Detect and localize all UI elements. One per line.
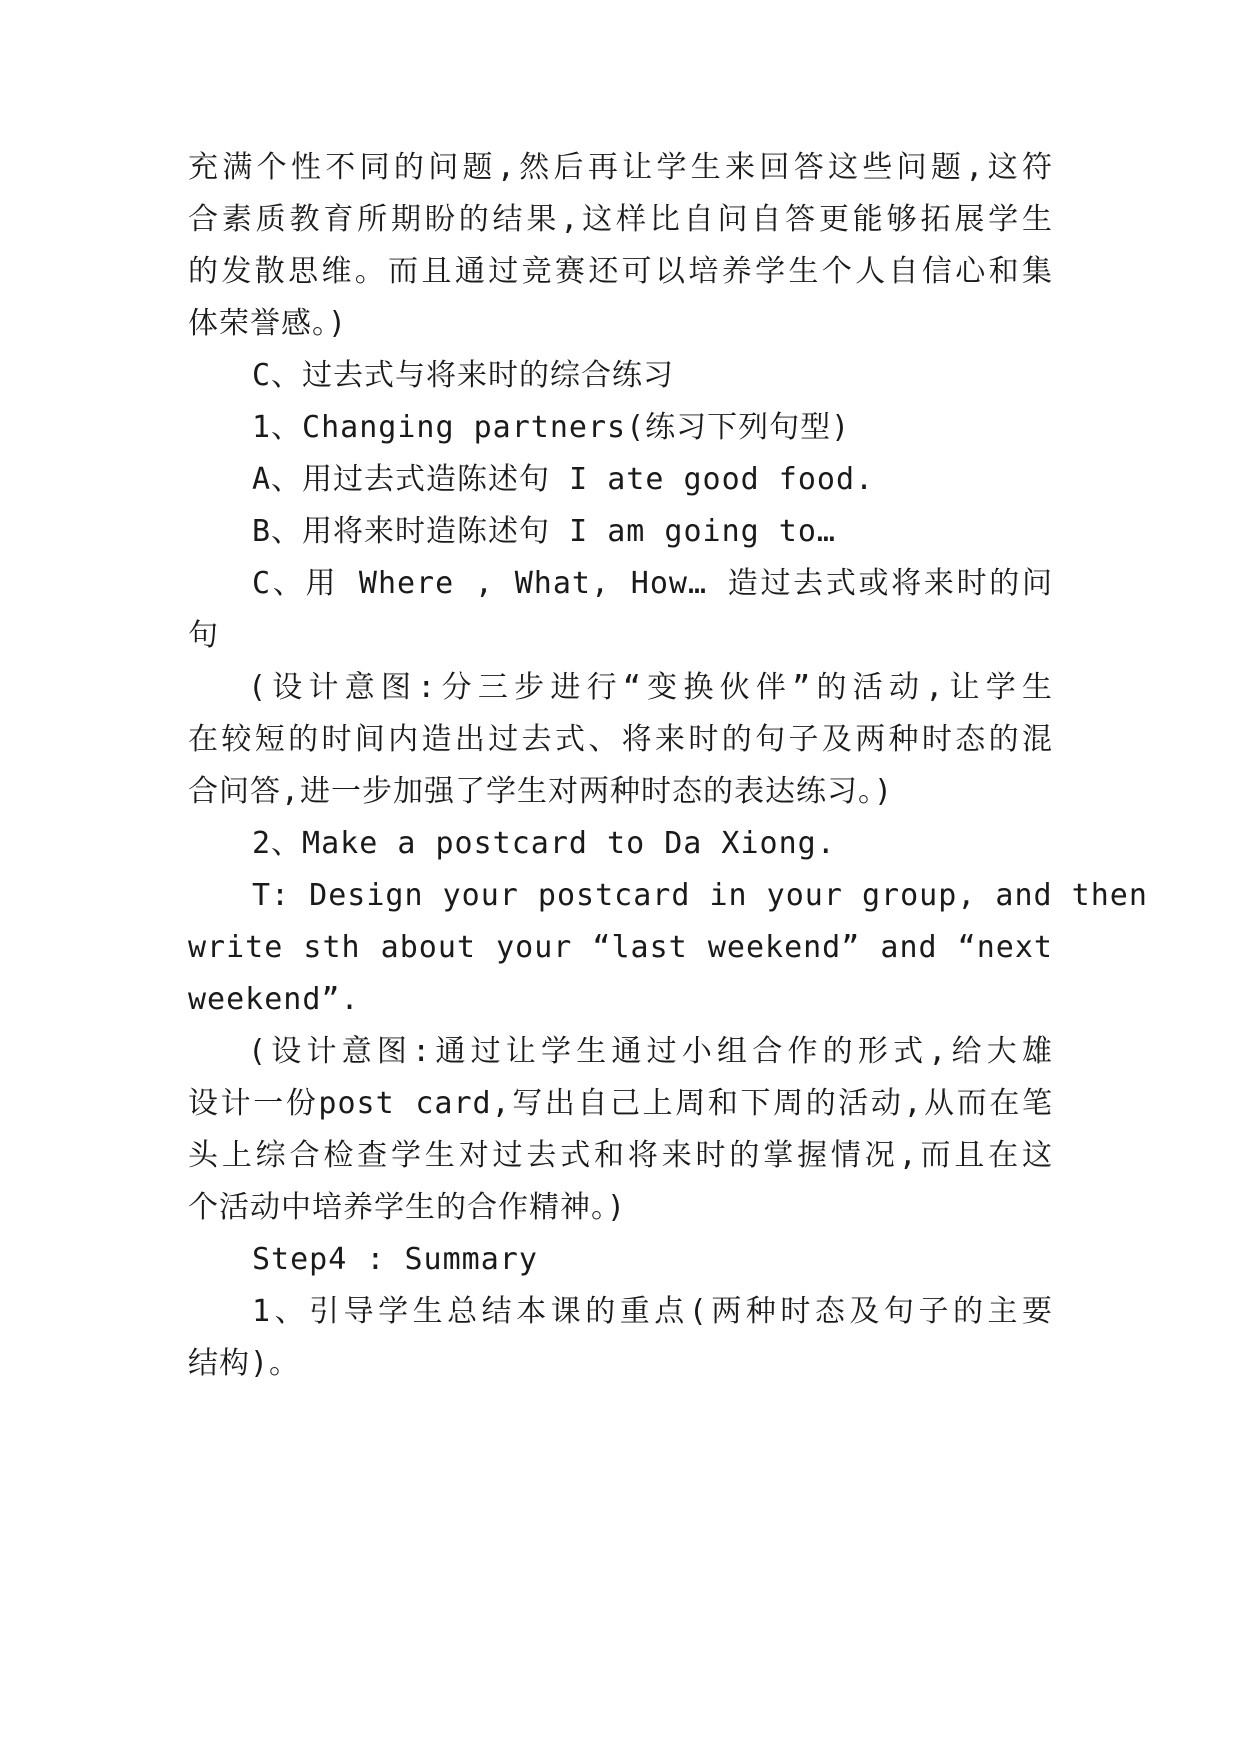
text-line: 合素质教育所期盼的结果,这样比自问自答更能够拓展学生 <box>188 202 1053 237</box>
activity-heading: 2、Make a postcard to Da Xiong. <box>252 826 836 861</box>
text-line: weekend”. <box>188 982 360 1017</box>
text-line: 充满个性不同的问题,然后再让学生来回答这些问题,这符 <box>188 150 1053 185</box>
design-note: 设计一份post card,写出自己上周和下周的活动,从而在笔 <box>188 1086 1053 1121</box>
section-heading: C、过去式与将来时的综合练习 <box>252 358 675 393</box>
design-note: 个活动中培养学生的合作精神。) <box>188 1190 627 1225</box>
text-line: 句 <box>188 618 219 653</box>
design-note: 头上综合检查学生对过去式和将来时的掌握情况,而且在这 <box>188 1138 1053 1173</box>
step-heading: Step4 : Summary <box>252 1242 538 1277</box>
text-line: A、用过去式造陈述句 I ate good food. <box>252 462 875 497</box>
text-line: 结构)。 <box>188 1346 301 1381</box>
text-line: write sth about your “last weekend” and “next <box>188 930 1053 965</box>
text-line: C、用 Where , What, How… 造过去式或将来时的问 <box>252 566 1053 601</box>
design-note: 在较短的时间内造出过去式、将来时的句子及两种时态的混 <box>188 722 1053 757</box>
text-line: 体荣誉感。) <box>188 306 348 341</box>
text-line: T: Design your postcard in your group, and then <box>252 878 1148 913</box>
design-note: (设计意图:通过让学生通过小组合作的形式,给大雄 <box>248 1034 1053 1069</box>
activity-heading: 1、Changing partners(练习下列句型) <box>252 410 851 445</box>
text-line: B、用将来时造陈述句 I am going to… <box>252 514 836 549</box>
design-note: 合问答,进一步加强了学生对两种时态的表达练习。) <box>188 774 894 809</box>
design-note: (设计意图:分三步进行“变换伙伴”的活动,让学生 <box>248 670 1053 705</box>
text-line: 的发散思维。而且通过竞赛还可以培养学生个人自信心和集 <box>188 254 1053 289</box>
text-line: 1、引导学生总结本课的重点(两种时态及句子的主要 <box>252 1294 1053 1329</box>
